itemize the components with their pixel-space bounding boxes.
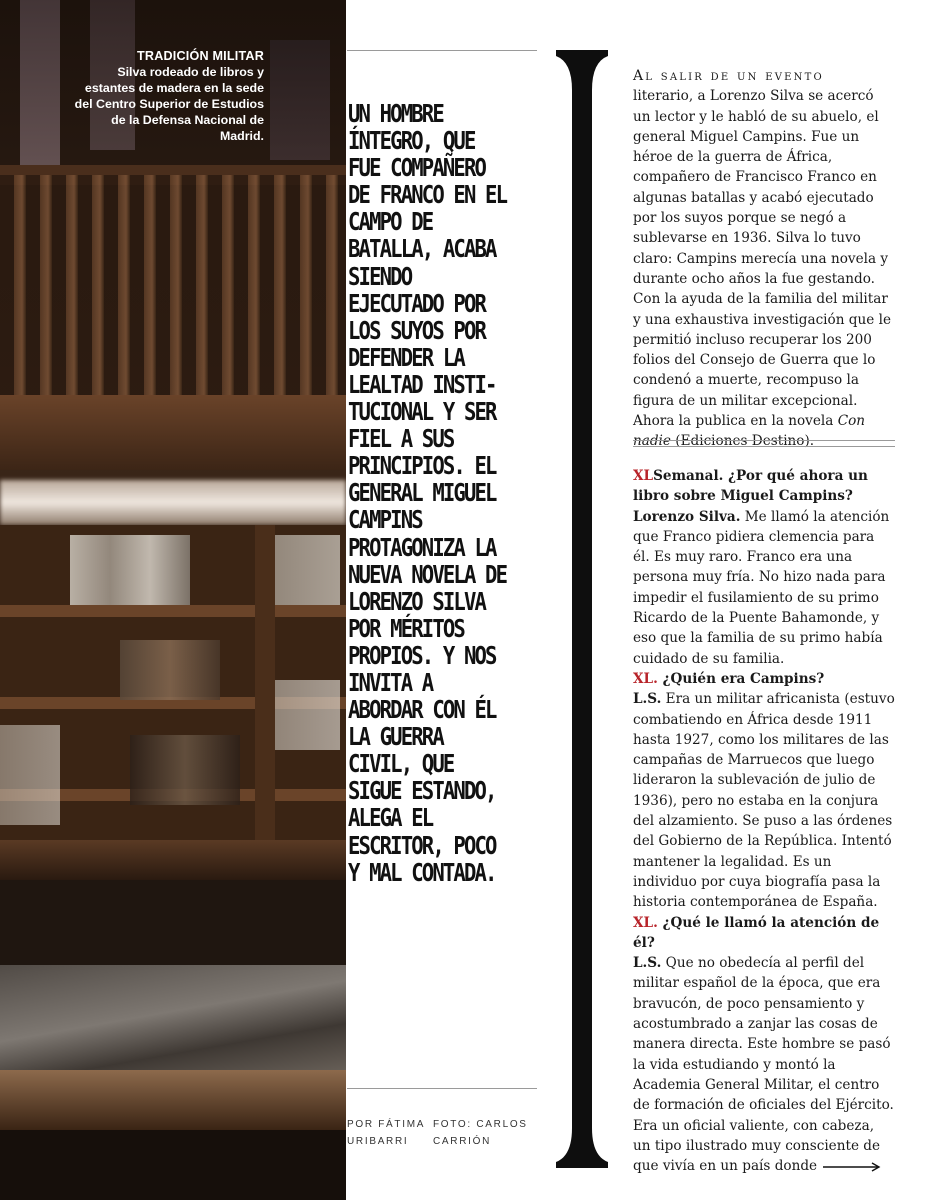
photo-books <box>70 535 190 605</box>
speaker-tag: L.S. <box>633 955 662 972</box>
arrow-right-icon <box>823 1162 881 1172</box>
answer-3 <box>633 953 895 1176</box>
speaker-tag: Lorenzo Silva. <box>633 508 741 525</box>
answer-text: Que no obedecía al perfil del militar español de la época, que era bravucón, de poco pensamiento y acostumbrado a zanjar las cosas de manera directa. Este hombre se pasó la vida estudiando y montó la Academia General Militar, el centro de formación de oficiales del Ejército. Era un oficial valiente, con cabeza, un tipo ilustrado muy consciente de que vivía en un país donde <box>633 955 894 1175</box>
speaker-tag: L.S. <box>633 691 662 708</box>
book-title: Con nadie <box>633 413 866 450</box>
library-photo <box>0 0 346 1200</box>
byline-credits <box>347 1116 542 1150</box>
section-divider <box>633 440 895 447</box>
photo-shelf-post <box>255 525 275 855</box>
caption-text: Silva rodeado de libros y estantes de madera en la sede del Centro Superior de Estudios de la Defensa Nacional de Madrid. <box>74 65 264 143</box>
interviewer-tag: XL <box>633 468 654 484</box>
photo-window <box>20 0 60 165</box>
photo-books <box>270 535 340 605</box>
answer-text: Era un militar africanista (estuvo combatiendo en África desde 1911 hasta 1927, como los militares de las campañas de Marruecos que luego lideraron la sublevación de julio de 1936), pero no estaba en la conjura del alzamiento. Se puso a las órdenes del Gobierno de la República. Intentó mantener la legalidad. Es un individuo por cuya biografía pasa la historia contemporánea de España. <box>633 691 895 911</box>
byline-photo: FOTO: CARLOS <box>433 1119 528 1130</box>
question-text: ¿Qué le llamó la atención de él? <box>633 914 880 951</box>
photo-beam <box>0 395 346 470</box>
photo-books <box>270 680 340 750</box>
interview-section <box>633 466 895 1176</box>
photo-glass-table <box>0 965 346 1075</box>
photo-books <box>120 640 220 700</box>
intro-lead: Al salir de un evento <box>633 68 824 84</box>
divider-top <box>347 50 537 51</box>
photo-balcony-railing <box>0 175 346 415</box>
answer-2 <box>633 689 895 912</box>
question-1 <box>633 466 895 507</box>
intro-body-end: (Ediciones Destino). <box>670 433 815 450</box>
caption-title: TRADICIÓN MILITAR <box>137 49 264 63</box>
photo-window <box>270 40 330 160</box>
photo-caption <box>74 48 264 144</box>
drop-cap-i-icon <box>556 50 608 1168</box>
photo-floor <box>0 1130 346 1200</box>
answer-text: Me llamó la atención que Franco pidiera clemencia para él. Es muy raro. Franco era una persona muy fría. No hizo nada para impedir el fusilamiento de su primo Ricardo de la Puente Bahamonde, y eso que la familia de su primo había cuidado de su familia. <box>633 508 890 667</box>
question-2 <box>633 669 895 689</box>
interviewer-rest: Semanal. <box>653 468 724 484</box>
interviewer-tag: XL. <box>633 914 658 931</box>
intro-paragraph <box>633 66 895 452</box>
photo-books <box>130 735 240 805</box>
photo-books <box>0 725 60 825</box>
byline-author: POR FÁTIMA <box>347 1119 426 1130</box>
divider-bottom <box>347 1088 537 1089</box>
answer-1 <box>633 507 895 669</box>
question-3 <box>633 913 895 954</box>
intro-body: literario, a Lorenzo Silva se acercó un lector y le habló de su abuelo, el general Miguel Campins. Fue un héroe de la guerra de África, compañero de Francisco Franco en algunas batallas y acabó ejecutado por los suyos porque se negó a sublevarse en 1936. Silva lo tuvo claro: Campins merecía una novela y durante ocho años la fue gestando. Con la ayuda de la familia del militar y una exhaustiva investigación que le permitió incluso recuperar los 200 folios del Consejo de Guerra que lo condenó a muerte, recompuso la figura de un militar excepcional. Ahora la publica en la novela <box>633 88 892 430</box>
interviewer-tag: XL. <box>633 670 658 687</box>
photo-table-edge <box>0 1070 346 1130</box>
photo-light <box>0 480 346 525</box>
photo-desk <box>0 840 346 880</box>
byline-author-surname: URIBARRI <box>347 1136 409 1147</box>
headline: UN HOMBRE ÍNTEGRO, QUE FUE COMPAÑERO DE FRANCO EN EL CAMPO DE BATALLA, ACABA SIENDO EJECUTADO POR LOS SUYOS POR DEFENDER LA LEALTAD INSTI- TUCIONAL Y SER FIEL A SUS PRINCIPIOS. EL GENERAL MIGUEL CAMPINS PROTAGONIZA LA NUEVA NOVELA DE LORENZO SILVA POR MÉRITOS PROPIOS. Y NOS INVITA A ABORDAR CON ÉL LA GUERRA CIVIL, QUE SIGUE ESTANDO, ALEGA EL ESCRITOR, POCO Y MAL CONTADA. <box>348 99 507 887</box>
question-text: ¿Quién era Campins? <box>657 670 825 687</box>
byline-photo-surname: CARRIÓN <box>433 1136 492 1147</box>
question-text: ¿Por qué ahora un libro sobre Miguel Campins? <box>633 468 868 505</box>
intro-column <box>633 66 895 452</box>
